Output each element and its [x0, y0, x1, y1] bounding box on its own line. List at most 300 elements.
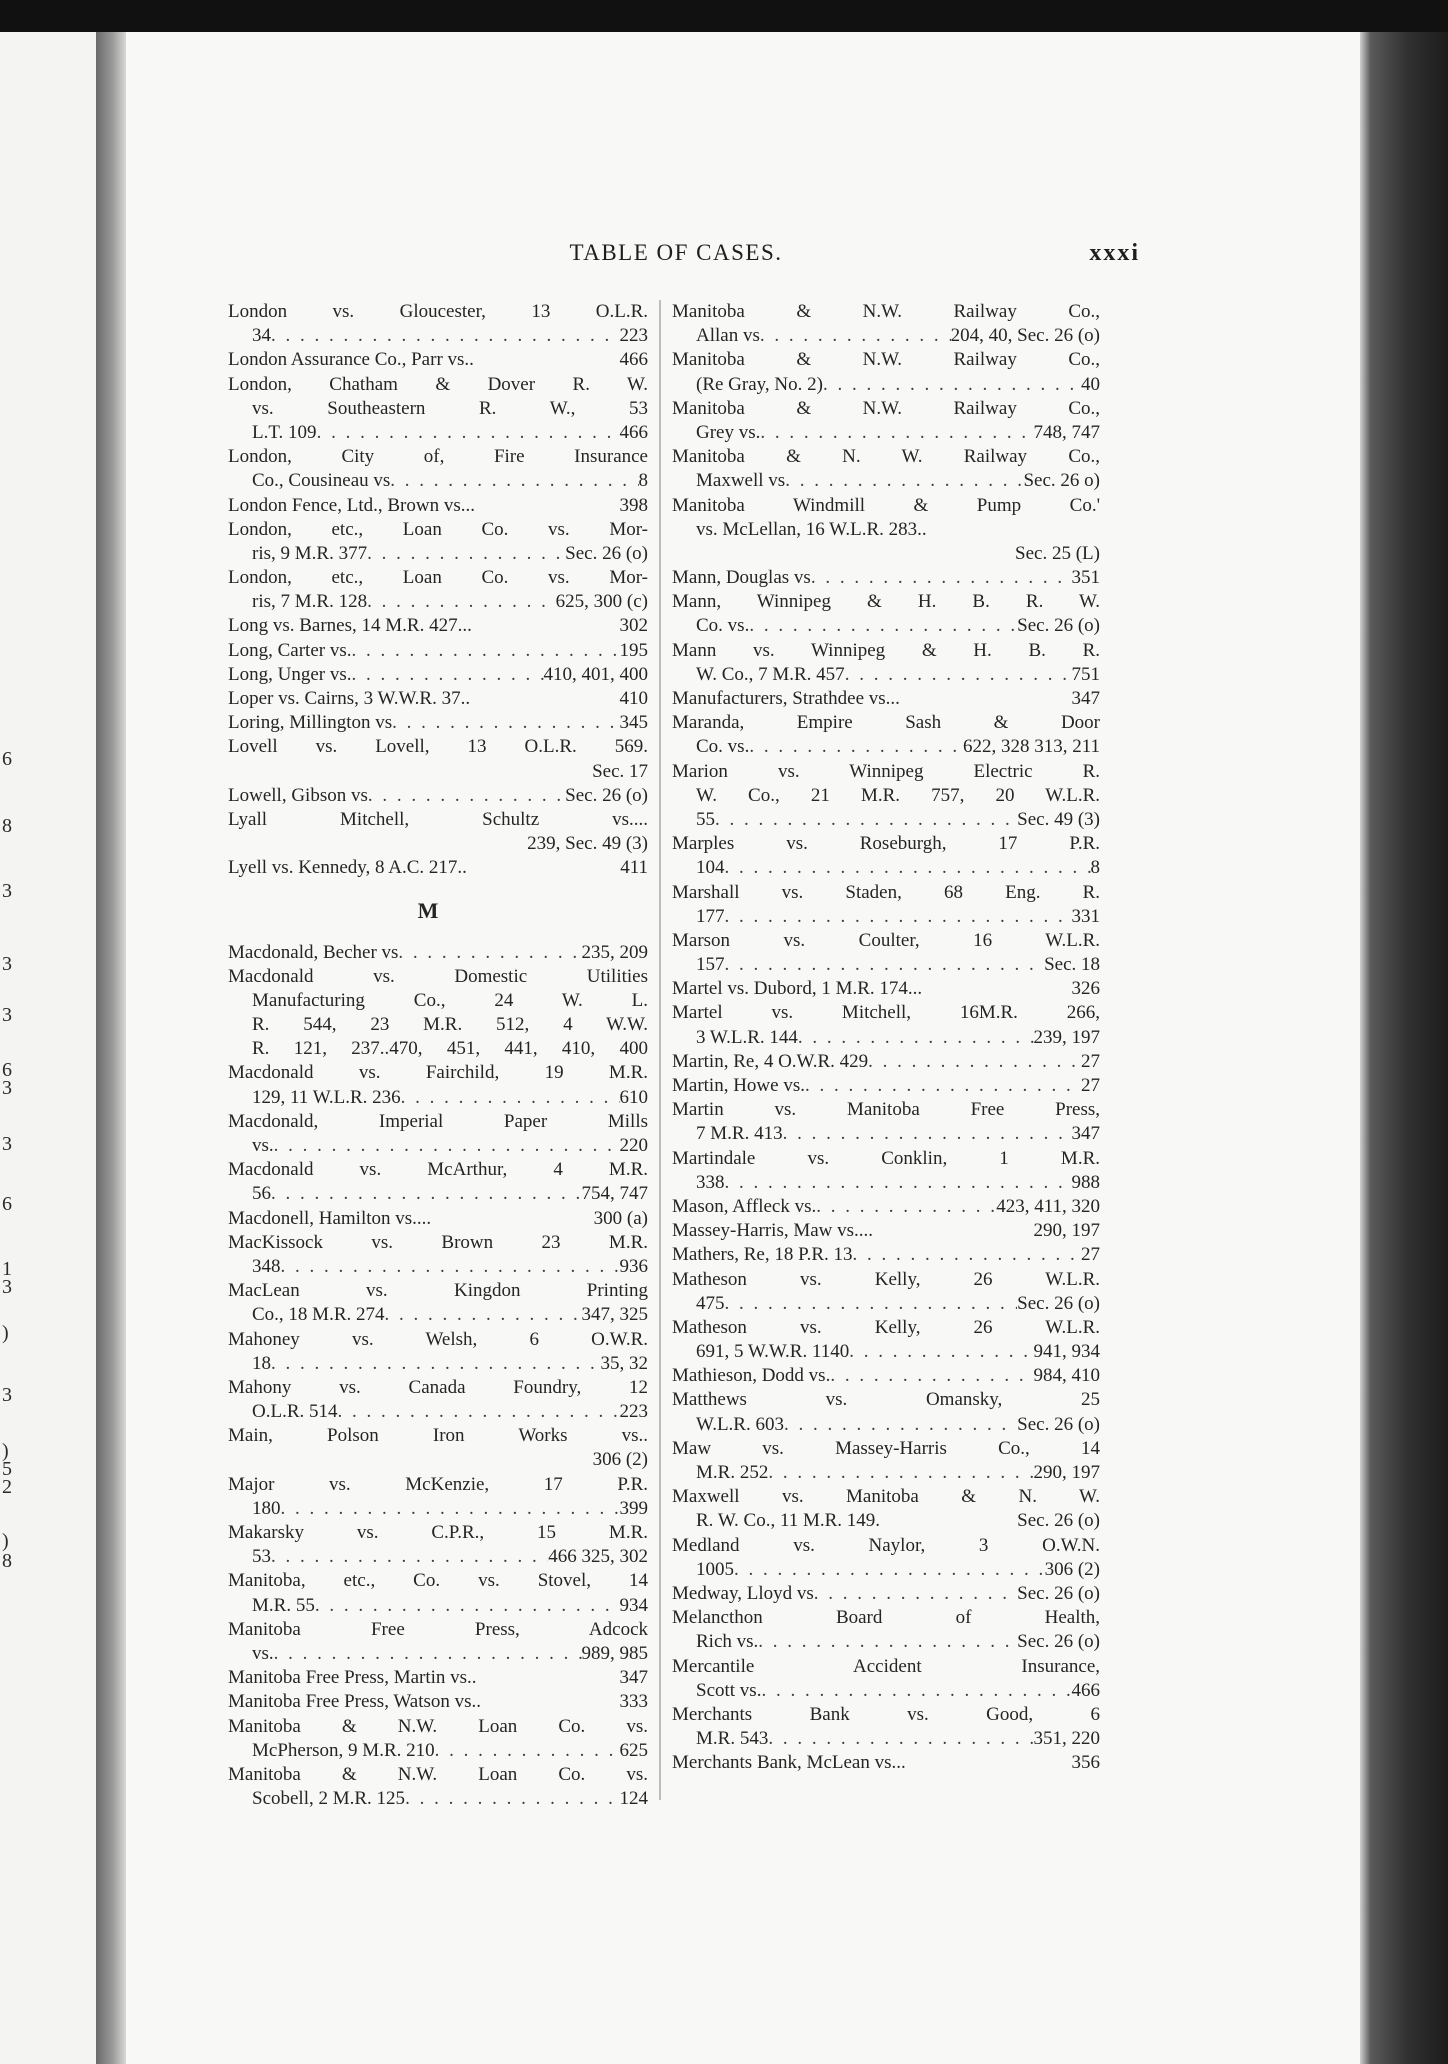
page-reference: 27 [1081, 1075, 1100, 1096]
dot-leader [725, 905, 1072, 929]
case-entry-line [228, 1110, 648, 1134]
case-citation-text: (Re Gray, No. 2) [696, 373, 823, 395]
case-citation-text: Medland vs. Naylor, 3 O.W.N. [672, 1534, 1100, 1556]
case-citation-text: vs. [252, 1642, 274, 1664]
facing-page-text-fragments [0, 32, 30, 2064]
page-reference: 466 [1071, 1679, 1100, 1701]
entry-continuation-line [228, 1497, 648, 1521]
entry-continuation-line [228, 1255, 648, 1279]
case-citation-text: Sec. 17 [592, 760, 648, 782]
case-entry-line [228, 784, 648, 808]
facing-page-char: 6 [2, 1059, 12, 1081]
case-entry-line [672, 832, 1100, 856]
case-citation-text: Mercantile Accident Insurance, [672, 1655, 1100, 1677]
case-citation-text: Maxwell vs. Manitoba & N. W. [672, 1486, 1100, 1508]
page-reference: Sec. 26 (o) [565, 542, 648, 564]
case-citation-text: London, etc., Loan Co. vs. Mor- [228, 518, 648, 540]
dot-leader [784, 1413, 1017, 1437]
dot-leader [367, 542, 565, 566]
page-reference: 302 [619, 615, 648, 637]
page-reference: 410, 401, 400 [543, 663, 648, 685]
page-reference: 326 [1071, 978, 1100, 1000]
page-reference: 290, 197 [1033, 1220, 1100, 1242]
case-entry-line [228, 1279, 648, 1303]
page-reference: 351 [1071, 567, 1100, 589]
case-entry-line [672, 1316, 1100, 1340]
dot-leader [392, 711, 619, 735]
page-reference: 466 325, 302 [548, 1546, 648, 1568]
entry-continuation-line [228, 1739, 648, 1763]
case-citation-text: 239, Sec. 49 (3) [527, 833, 648, 855]
page-number: xxxi [1089, 240, 1140, 266]
entry-continuation-line [672, 856, 1100, 880]
entry-continuation-line [228, 1400, 648, 1424]
dot-leader [749, 735, 963, 759]
case-citation-text: M.R. 543 [696, 1728, 769, 1750]
dot-leader [274, 1134, 620, 1158]
case-citation-text: Martin, Re, 4 O.W.R. 429 [672, 1050, 869, 1072]
entry-continuation-line [672, 663, 1100, 687]
case-entry-line [228, 1618, 648, 1642]
page-header-title: TABLE OF CASES. [569, 240, 783, 265]
facing-page-char: ) [2, 1530, 9, 1552]
page-reference: Sec. 26 (o) [1017, 1292, 1100, 1314]
case-entry-line [672, 1703, 1100, 1727]
dot-leader [853, 1243, 1082, 1267]
entry-continuation-line [672, 1727, 1100, 1751]
entry-continuation-line [228, 760, 648, 784]
case-citation-text: Medway, Lloyd vs [672, 1582, 814, 1604]
entry-continuation-line [672, 953, 1100, 977]
dot-leader [811, 566, 1072, 590]
entry-continuation-line [672, 518, 1100, 542]
case-citation-text: 180 [252, 1497, 281, 1519]
case-citation-text: 104 [696, 857, 725, 879]
page-reference: 290, 197 [1033, 1462, 1100, 1483]
case-entry-line [228, 1763, 648, 1787]
page-reference: 223 [619, 325, 648, 347]
entry-continuation-line [672, 905, 1100, 929]
page-reference: Sec. 26 (o) [1017, 615, 1100, 637]
entry-continuation-line [672, 735, 1100, 759]
page-reference: 235, 209 [581, 941, 648, 963]
case-citation-text: Lovell vs. Lovell, 13 O.L.R. 569. [228, 736, 648, 758]
entry-continuation-line [228, 1448, 648, 1472]
entry-continuation-line [228, 590, 648, 614]
case-entry-line [228, 808, 648, 832]
case-entry-line [672, 300, 1100, 324]
case-citation-text: Scobell, 2 M.R. 125 [252, 1788, 406, 1810]
case-citation-text: ris, 9 M.R. 377 [252, 542, 368, 564]
page-reference: 345 [619, 712, 648, 734]
page-reference: 347 [1071, 688, 1100, 709]
case-citation-text: Martin, Howe vs. [672, 1075, 805, 1096]
page-reference: 204, 40, Sec. 26 (o) [950, 325, 1100, 347]
case-citation-text: W. Co., 7 M.R. 457 [696, 663, 845, 685]
case-entry-line [228, 614, 648, 638]
page-reference: 399 [619, 1497, 648, 1519]
dot-leader [849, 1340, 1033, 1364]
dot-leader [868, 1050, 1081, 1074]
page-reference: 398 [619, 494, 648, 516]
case-citation-text: Manitoba, etc., Co. vs. Stovel, 14 [228, 1570, 648, 1592]
case-citation-text: Mason, Affleck vs. [672, 1195, 817, 1217]
facing-page-char: 3 [2, 1276, 12, 1298]
case-citation-text: R. 544, 23 M.R. 512, 4 W.W. [252, 1014, 648, 1036]
page-reference: 989, 985 [581, 1642, 648, 1664]
page-reference: 754, 747 [581, 1183, 648, 1205]
case-citation-text: 56 [252, 1183, 271, 1205]
right-column [672, 300, 1100, 1775]
case-entry-line [228, 1376, 648, 1400]
case-citation-text: 338 [696, 1171, 725, 1193]
facing-page-char: 1 [2, 1258, 12, 1280]
dot-leader [725, 1171, 1072, 1195]
case-citation-text: London vs. Gloucester, 13 O.L.R. [228, 301, 648, 322]
dot-leader [760, 421, 1033, 445]
case-citation-text: Lyell vs. Kennedy, 8 A.C. 217.. [228, 857, 467, 879]
case-citation-text: M.R. 252 [696, 1462, 769, 1483]
page-reference: 331 [1071, 905, 1100, 927]
dot-leader [845, 663, 1072, 687]
entry-continuation-line [672, 1679, 1100, 1703]
case-citation-text: Melancthon Board of Health, [672, 1607, 1100, 1629]
dot-leader [734, 1558, 1045, 1582]
case-citation-text: 3 W.L.R. 144 [696, 1026, 798, 1048]
dot-leader [385, 1303, 582, 1327]
dot-leader [760, 324, 951, 348]
case-entry-line [672, 1001, 1100, 1025]
facing-page-char: 6 [2, 1193, 12, 1215]
case-citation-text: Mathieson, Dodd vs. [672, 1365, 831, 1387]
page-reference: Sec. 26 (o) [565, 784, 648, 806]
dot-leader [725, 1292, 1018, 1316]
case-entry-line [228, 1666, 648, 1690]
case-citation-text: Manitoba Free Press, Watson vs.. [228, 1691, 482, 1713]
case-entry-line [228, 941, 648, 965]
page-reference: 239, 197 [1033, 1026, 1100, 1048]
case-citation-text: Marshall vs. Staden, 68 Eng. R. [672, 881, 1100, 903]
case-citation-text: Merchants Bank, McLean vs... [672, 1752, 906, 1774]
dot-leader [368, 784, 565, 808]
page-reference: 195 [619, 639, 648, 661]
page-reference: 610 [619, 1086, 648, 1108]
dot-leader [274, 1642, 582, 1666]
case-citation-text: 306 (2) [592, 1449, 648, 1471]
case-entry-line [228, 348, 648, 372]
section-gap [228, 931, 648, 941]
case-entry-line [672, 687, 1100, 711]
case-citation-text: Macdonald, Becher vs [228, 941, 399, 963]
entry-continuation-line [228, 542, 648, 566]
case-citation-text: Mahony vs. Canada Foundry, 12 [228, 1376, 648, 1398]
page-reference: 333 [619, 1691, 648, 1713]
page-reference: 423, 411, 320 [996, 1195, 1100, 1217]
facing-page-char: 3 [2, 880, 12, 902]
dot-leader [367, 590, 556, 614]
case-citation-text: Manitoba & N.W. Loan Co. vs. [228, 1715, 648, 1737]
page-reference: 622, 328 313, 211 [962, 736, 1100, 758]
case-citation-text: Mahoney vs. Welsh, 6 O.W.R. [228, 1328, 648, 1350]
case-citation-text: 55 [696, 808, 715, 830]
facing-page-char: ) [2, 1322, 9, 1344]
case-entry-line [228, 856, 648, 880]
case-citation-text: Martel vs. Dubord, 1 M.R. 174... [672, 978, 923, 1000]
entry-continuation-line [228, 397, 648, 421]
page-reference: 35, 32 [600, 1352, 648, 1374]
case-entry-line [672, 977, 1100, 1001]
left-column [228, 300, 648, 1811]
dot-leader [271, 1545, 548, 1569]
case-entry-line [228, 494, 648, 518]
case-entry-line [672, 1050, 1100, 1074]
case-citation-text: Grey vs. [696, 421, 761, 443]
case-citation-text: Manitoba & N.W. Loan Co. vs. [228, 1763, 648, 1785]
case-citation-text: Allan vs [696, 325, 760, 347]
case-citation-text: Manitoba & N.W. Railway Co., [672, 301, 1100, 322]
case-citation-text: Mann, Douglas vs [672, 567, 811, 589]
page-reference: Sec. 26 (o) [1017, 1582, 1100, 1604]
book-cover-edge [1360, 32, 1448, 2064]
entry-continuation-line [228, 989, 648, 1013]
page-reference: Sec. 26 (o) [1017, 1413, 1100, 1435]
case-entry-line [228, 373, 648, 397]
column-divider [659, 300, 661, 1800]
entry-continuation-line [672, 1509, 1100, 1533]
case-citation-text: Macdonald vs. Domestic Utilities [228, 965, 648, 987]
case-entry-line [672, 1388, 1100, 1412]
case-citation-text: Massey-Harris, Maw vs.... [672, 1220, 874, 1242]
case-citation-text: 1005 [696, 1558, 734, 1580]
facing-page-char: ) [2, 1440, 9, 1462]
case-entry-line [672, 881, 1100, 905]
case-citation-text: Rich vs. [696, 1631, 759, 1653]
facing-page-char: 2 [2, 1476, 12, 1498]
page-reference: 351, 220 [1033, 1728, 1100, 1750]
case-entry-line [672, 711, 1100, 735]
page-reference: 347 [1071, 1123, 1100, 1145]
facing-page-char: 8 [2, 815, 12, 837]
dot-leader [805, 1074, 1081, 1098]
dot-leader [351, 663, 543, 687]
case-citation-text: London Fence, Ltd., Brown vs... [228, 494, 475, 516]
case-citation-text: 475 [696, 1292, 725, 1314]
case-entry-line [672, 929, 1100, 953]
case-entry-line [228, 1158, 648, 1182]
dot-leader [271, 324, 620, 348]
case-citation-text: Maranda, Empire Sash & Door [672, 712, 1100, 734]
section-gap [228, 881, 648, 891]
case-entry-line [228, 1207, 648, 1231]
case-citation-text: Matthews vs. Omansky, 25 [672, 1389, 1100, 1411]
entry-continuation-line [672, 1340, 1100, 1364]
dot-leader [271, 1182, 582, 1206]
case-entry-line [672, 760, 1100, 784]
entry-continuation-line [228, 832, 648, 856]
dot-leader [785, 469, 1023, 493]
case-citation-text: Macdonell, Hamilton vs.... [228, 1207, 432, 1229]
case-citation-text: O.L.R. 514 [252, 1401, 338, 1423]
case-citation-text: Mathers, Re, 18 P.R. 13 [672, 1244, 853, 1266]
page-reference: 466 [619, 349, 648, 371]
case-citation-text: 691, 5 W.W.R. 1140 [696, 1341, 850, 1363]
case-entry-line [228, 1521, 648, 1545]
case-citation-text: MacLean vs. Kingdon Printing [228, 1280, 648, 1302]
page-reference: 8 [1090, 857, 1100, 879]
page-reference: 936 [619, 1255, 648, 1277]
case-citation-text: M.R. 55 [252, 1594, 315, 1616]
entry-continuation-line [228, 1013, 648, 1037]
page-reference: 984, 410 [1033, 1365, 1100, 1387]
page-reference: Sec. 26 o) [1023, 470, 1100, 492]
entry-continuation-line [672, 1630, 1100, 1654]
case-entry-line [672, 1195, 1100, 1219]
entry-continuation-line [672, 1171, 1100, 1195]
dot-leader [830, 1364, 1033, 1388]
dot-leader [401, 1086, 620, 1110]
entry-continuation-line [228, 1037, 648, 1061]
facing-page-char: 8 [2, 1550, 12, 1572]
case-entry-line [672, 590, 1100, 614]
case-citation-text: Manitoba & N. W. Railway Co., [672, 446, 1100, 468]
case-citation-text: 34 [252, 325, 271, 347]
dot-leader [271, 1352, 601, 1376]
case-citation-text: W.L.R. 603 [696, 1413, 784, 1435]
case-citation-text: Long, Unger vs. [228, 663, 352, 685]
case-entry-line [228, 663, 648, 687]
case-citation-text: Lyall Mitchell, Schultz vs.... [228, 808, 648, 830]
case-citation-text: R. 121, 237..470, 451, 441, 410, 400 [252, 1038, 648, 1060]
case-citation-text: Loring, Millington vs [228, 712, 393, 734]
case-entry-line [672, 1751, 1100, 1775]
page-reference: 40 [1081, 373, 1100, 395]
entry-continuation-line [672, 1292, 1100, 1316]
dot-leader [768, 1727, 1033, 1751]
case-citation-text: Co. vs. [696, 615, 750, 637]
dot-leader [338, 1400, 620, 1424]
case-citation-text: R. W. Co., 11 M.R. 149. [696, 1510, 881, 1532]
dot-leader [281, 1255, 620, 1279]
case-citation-text: Matheson vs. Kelly, 26 W.L.R. [672, 1268, 1100, 1290]
case-citation-text: London, City of, Fire Insurance [228, 446, 648, 468]
page-reference: 751 [1071, 663, 1100, 685]
dot-leader [317, 421, 620, 445]
case-entry-line [672, 566, 1100, 590]
case-citation-text: Manufacturers, Strathdee vs... [672, 688, 900, 709]
case-citation-text: Manitoba & N.W. Railway Co., [672, 349, 1100, 371]
dot-leader [405, 1787, 619, 1811]
entry-continuation-line [672, 421, 1100, 445]
case-citation-text: 53 [252, 1546, 271, 1568]
case-citation-text: Long, Carter vs. [228, 639, 352, 661]
page-reference: Sec. 26 (o) [1017, 1510, 1100, 1532]
case-entry-line [672, 1534, 1100, 1558]
entry-continuation-line [228, 1303, 648, 1327]
page-reference: 934 [619, 1594, 648, 1616]
page-reference: Sec. 26 (o) [1017, 1631, 1100, 1653]
dot-leader [315, 1594, 620, 1618]
dot-leader [351, 639, 619, 663]
page-reference: 625, 300 (c) [555, 591, 648, 613]
case-entry-line [228, 735, 648, 759]
case-entry-line [672, 639, 1100, 663]
case-citation-text: W. Co., 21 M.R. 757, 20 W.L.R. [696, 784, 1100, 806]
case-citation-text: Martindale vs. Conklin, 1 M.R. [672, 1147, 1100, 1169]
entry-continuation-line [228, 469, 648, 493]
case-entry-line [672, 1485, 1100, 1509]
case-entry-line [228, 1569, 648, 1593]
case-entry-line [228, 566, 648, 590]
case-entry-line [672, 397, 1100, 421]
entry-continuation-line [672, 784, 1100, 808]
case-entry-line [228, 1473, 648, 1497]
case-citation-text: Co. vs. [696, 736, 750, 758]
case-citation-text: 129, 11 W.L.R. 236 [252, 1086, 401, 1108]
case-citation-text: Mann vs. Winnipeg & H. B. R. [672, 639, 1100, 661]
case-citation-text: Major vs. McKenzie, 17 P.R. [228, 1473, 648, 1495]
case-citation-text: Main, Polson Iron Works vs.. [228, 1425, 648, 1447]
facing-page-char: 3 [2, 1004, 12, 1026]
case-entry-line [228, 687, 648, 711]
case-entry-line [672, 1437, 1100, 1461]
page-reference: 988 [1071, 1171, 1100, 1193]
facing-page-char: 3 [2, 953, 12, 975]
page-reference: Sec. 49 (3) [1017, 808, 1100, 830]
page-reference: 27 [1081, 1244, 1100, 1266]
case-citation-text: 177 [696, 905, 725, 927]
entry-continuation-line [228, 1134, 648, 1158]
page-reference: 748, 747 [1033, 421, 1100, 443]
case-entry-line [228, 518, 648, 542]
facing-page-char: 6 [2, 748, 12, 770]
page-reference: 941, 934 [1033, 1341, 1100, 1363]
page-reference: 300 (a) [593, 1207, 648, 1229]
case-entry-line [228, 639, 648, 663]
dot-leader [761, 1679, 1071, 1703]
case-citation-text: Marples vs. Roseburgh, 17 P.R. [672, 833, 1100, 855]
entry-continuation-line [228, 1352, 648, 1376]
case-citation-text: Co., 18 M.R. 274 [252, 1304, 385, 1326]
page-reference: 466 [619, 421, 648, 443]
case-citation-text: 348 [252, 1255, 281, 1277]
entry-continuation-line [672, 542, 1100, 566]
case-entry-line [228, 1061, 648, 1085]
case-citation-text: vs. Southeastern R. W., 53 [252, 397, 648, 419]
page-reference: 411 [620, 857, 648, 879]
case-entry-line [672, 494, 1100, 518]
case-entry-line [672, 1243, 1100, 1267]
case-citation-text: Maw vs. Massey-Harris Co., 14 [672, 1437, 1100, 1459]
entry-continuation-line [672, 808, 1100, 832]
case-citation-text: 18 [252, 1352, 271, 1374]
entry-continuation-line [228, 1545, 648, 1569]
facing-page-char: 5 [2, 1458, 12, 1480]
entry-continuation-line [228, 1594, 648, 1618]
page-reference: 410 [619, 688, 648, 709]
page-reference: 347, 325 [581, 1304, 648, 1326]
case-citation-text: Macdonald vs. McArthur, 4 M.R. [228, 1159, 648, 1181]
case-entry-line [228, 300, 648, 324]
case-citation-text: Manitoba & N.W. Railway Co., [672, 397, 1100, 419]
case-citation-text: Mann, Winnipeg & H. B. R. W. [672, 591, 1100, 613]
case-citation-text: Merchants Bank vs. Good, 6 [672, 1703, 1100, 1725]
case-entry-line [228, 445, 648, 469]
entry-continuation-line [228, 1182, 648, 1206]
dot-leader [281, 1497, 620, 1521]
case-citation-text: London, Chatham & Dover R. W. [228, 373, 648, 395]
case-entry-line [228, 965, 648, 989]
case-citation-text: Macdonald vs. Fairchild, 19 M.R. [228, 1062, 648, 1084]
